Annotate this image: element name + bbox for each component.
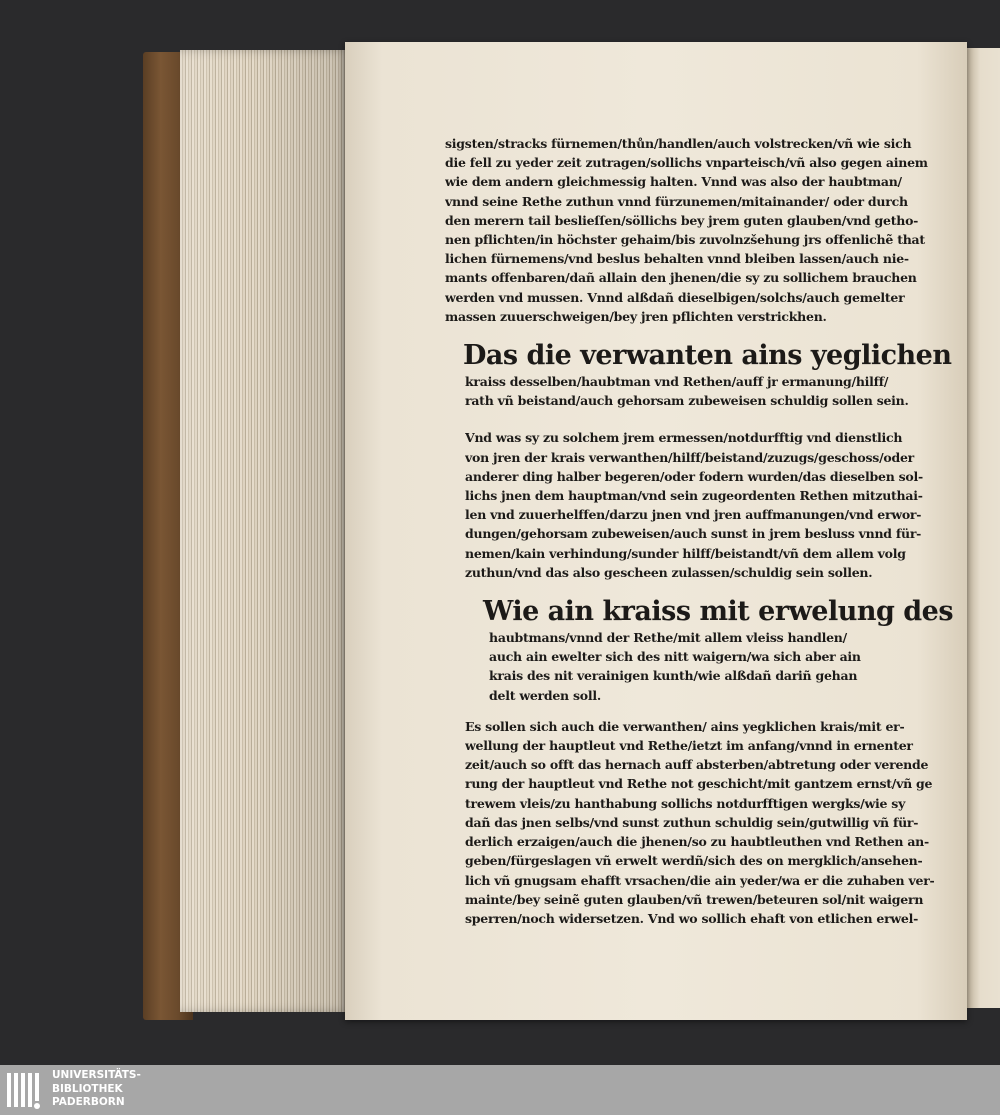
text-line: dañ das jnen selbs/vnd sunst zuthun schuldig sein/gutwillig vñ für- xyxy=(465,814,919,830)
text-line: dungen/gehorsam zubeweisen/auch sunst in jrem besluss vnnd für- xyxy=(465,526,922,542)
text-line: von jren der krais verwanthen/hilff/beistand/zuzugs/geschoss/oder xyxy=(465,449,915,465)
section-heading-2-subtitle xyxy=(489,628,945,705)
text-line: Es sollen sich auch die verwanthen/ ains yegklichen krais/mit er- xyxy=(465,718,905,734)
page-edge-shading xyxy=(180,50,350,1012)
text-line: trewem vleis/zu hanthabung sollichs notdurfftigen wergks/wie sy xyxy=(465,795,906,811)
text-line: nemen/kain verhindung/sunder hilff/beistandt/vñ dem allem volg xyxy=(465,545,906,561)
section-heading-1: Das die verwanten ains yeglichen xyxy=(463,340,952,372)
text-line: sperren/noch widersetzen. Vnd wo sollich ehaft von etlichen erwel- xyxy=(465,910,919,926)
text-line: rath vñ beistand/auch gehorsam zubeweisen schuldig sollen sein. xyxy=(465,393,909,409)
text-line: geben/fürgeslagen vñ erwelt werdñ/sich des on mergklich/ansehen- xyxy=(465,853,923,869)
text-line: zuthun/vnd das also gescheen zulassen/schuldig sein sollen. xyxy=(465,564,873,580)
text-line: kraiss desselben/haubtman vnd Rethen/auff jr ermanung/hilff/ xyxy=(465,374,889,390)
paragraph-2 xyxy=(465,428,945,582)
text-line: werden vnd mussen. Vnnd alßdañ dieselbigen/solchs/auch gemelter xyxy=(445,289,905,305)
library-logo-icon xyxy=(4,1069,48,1111)
text-line: wellung der hauptleut vnd Rethe/ietzt im anfang/vnnd in ernenter xyxy=(465,738,913,754)
library-name-line-2: BIBLIOTHEK xyxy=(52,1082,123,1095)
text-line: krais des nit verainigen kunth/wie alßdañ dariñ gehan xyxy=(489,668,858,684)
text-line: Vnd was sy zu solchem jrem ermessen/notdurfftig vnd dienstlich xyxy=(465,430,903,446)
text-line: lich vñ gnugsam ehafft vrsachen/die ain yeder/wa er die zuhaben ver- xyxy=(465,872,935,888)
text-line: haubtmans/vnnd der Rethe/mit allem vleiss handlen/ xyxy=(489,630,847,646)
library-name-line-1: UNIVERSITÄTS- xyxy=(52,1069,141,1081)
text-line: nen pflichten/in höchster gehaim/bis zuvolnzšehung jrs offenlichẽ that xyxy=(445,232,925,248)
text-line: mainte/bey seinẽ guten glauben/vñ trewen/beteuren sol/nit waigern xyxy=(465,891,924,907)
text-line: auch ain ewelter sich des nitt waigern/wa sich aber ain xyxy=(489,649,861,665)
section-heading-2: Wie ain kraiss mit erwelung des xyxy=(483,596,954,628)
text-line: zeit/auch so offt das hernach auff absterben/abtretung oder verende xyxy=(465,757,929,773)
library-name xyxy=(52,1069,141,1110)
text-line: vnnd seine Rethe zuthun vnnd fürzunemen/mitainander/ oder durch xyxy=(445,193,908,209)
paragraph-1 xyxy=(445,134,945,326)
section-heading-1-subtitle xyxy=(465,372,945,410)
library-name-line-3: PADERBORN xyxy=(52,1096,125,1108)
text-line: wie dem andern gleichmessig halten. Vnnd was also der haubtman/ xyxy=(445,174,902,190)
paragraph-3 xyxy=(465,717,945,928)
facing-page xyxy=(967,48,1000,1008)
text-line: anderer ding halber begeren/oder fodern wurden/das dieselben sol- xyxy=(465,468,923,484)
page-text xyxy=(445,134,954,928)
text-line: die fell zu yeder zeit zutragen/sollichs vnparteisch/vñ also gegen ainem xyxy=(445,155,928,171)
book-page xyxy=(345,42,967,1020)
text-line: den merern tail beslieſſen/söllichs bey jrem guten glauben/vnd getho- xyxy=(445,212,919,228)
text-line: rung der hauptleut vnd Rethe not geschicht/mit gantzem ernst/vñ ge xyxy=(465,776,933,792)
text-line: mants offenbaren/dañ allain den jhenen/die sy zu sollichem brauchen xyxy=(445,270,917,286)
text-line: derlich erzaigen/auch die jhenen/so zu haubtleuthen vnd Rethen an- xyxy=(465,834,929,850)
text-line: lichen fürnemens/vnd beslus behalten vnnd bleiben lassen/auch nie- xyxy=(445,251,909,267)
text-line: sigsten/stracks fürnemen/thůn/handlen/auch volstrecken/vñ wie sich xyxy=(445,136,912,151)
footer-bar xyxy=(0,1065,1000,1115)
text-line: len vnd zuuerhelffen/darzu jnen vnd jren auffmanungen/vnd erwor- xyxy=(465,507,922,523)
text-line: delt werden soll. xyxy=(489,687,601,703)
text-line: massen zuuerschweigen/bey jren pflichten verstrickhen. xyxy=(445,308,827,324)
text-line: lichs jnen dem hauptman/vnd sein zugeordenten Rethen mitzuthai- xyxy=(465,488,923,504)
